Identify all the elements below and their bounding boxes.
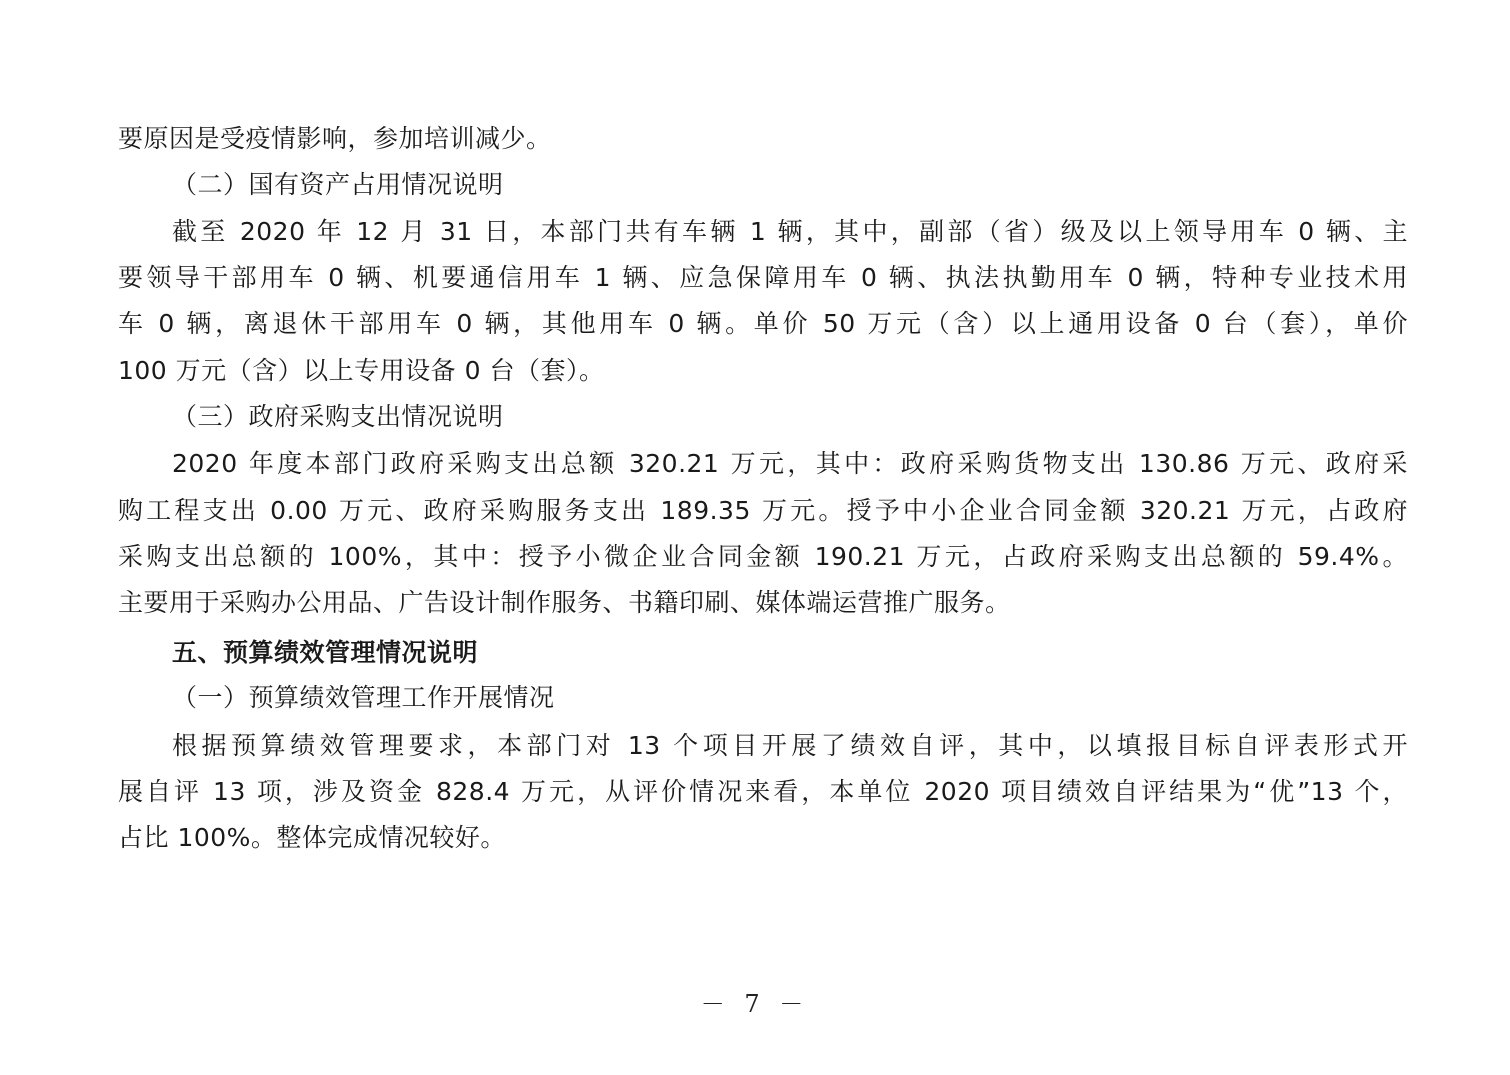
paragraph-line: 购工程支出 0.00 万元、政府采购服务支出 189.35 万元。授予中小企业合同金额 320.21 万元，占政府 [118,496,1408,525]
paragraph-line: 占比 100%。整体完成情况较好。 [118,823,506,852]
section-heading: （二）国有资产占用情况说明 [172,170,504,199]
paragraph-line: 要原因是受疫情影响，参加培训减少。 [118,124,552,153]
paragraph-line: 截至 2020 年 12 月 31 日，本部门共有车辆 1 辆，其中，副部（省）级及以上领导用车 0 辆、主 [172,217,1408,246]
paragraph-line: 根据预算绩效管理要求，本部门对 13 个项目开展了绩效自评，其中，以填报目标自评表形式开 [172,731,1408,760]
paragraph-line: 2020 年度本部门政府采购支出总额 320.21 万元，其中：政府采购货物支出 130.86 万元、政府采 [172,449,1408,478]
paragraph-line: 展自评 13 项，涉及资金 828.4 万元，从评价情况来看，本单位 2020 项目绩效自评结果为“优”13 个， [118,777,1408,806]
paragraph-line: 主要用于采购办公用品、广告设计制作服务、书籍印刷、媒体端运营推广服务。 [118,588,1011,617]
paragraph-line: 采购支出总额的 100%，其中：授予小微企业合同金额 190.21 万元，占政府采购支出总额的 59.4%。 [118,542,1408,571]
section-heading: （三）政府采购支出情况说明 [172,402,504,431]
page-number: － 7 － [700,990,810,1018]
chapter-heading: 五、预算绩效管理情况说明 [172,638,479,667]
paragraph-line: 要领导干部用车 0 辆、机要通信用车 1 辆、应急保障用车 0 辆、执法执勤用车 0 辆，特种专业技术用 [118,263,1408,292]
section-heading: （一）预算绩效管理工作开展情况 [172,683,555,712]
paragraph-line: 100 万元（含）以上专用设备 0 台（套）。 [118,356,605,385]
paragraph-line: 车 0 辆，离退休干部用车 0 辆，其他用车 0 辆。单价 50 万元（含）以上通用设备 0 台（套），单价 [118,309,1408,338]
